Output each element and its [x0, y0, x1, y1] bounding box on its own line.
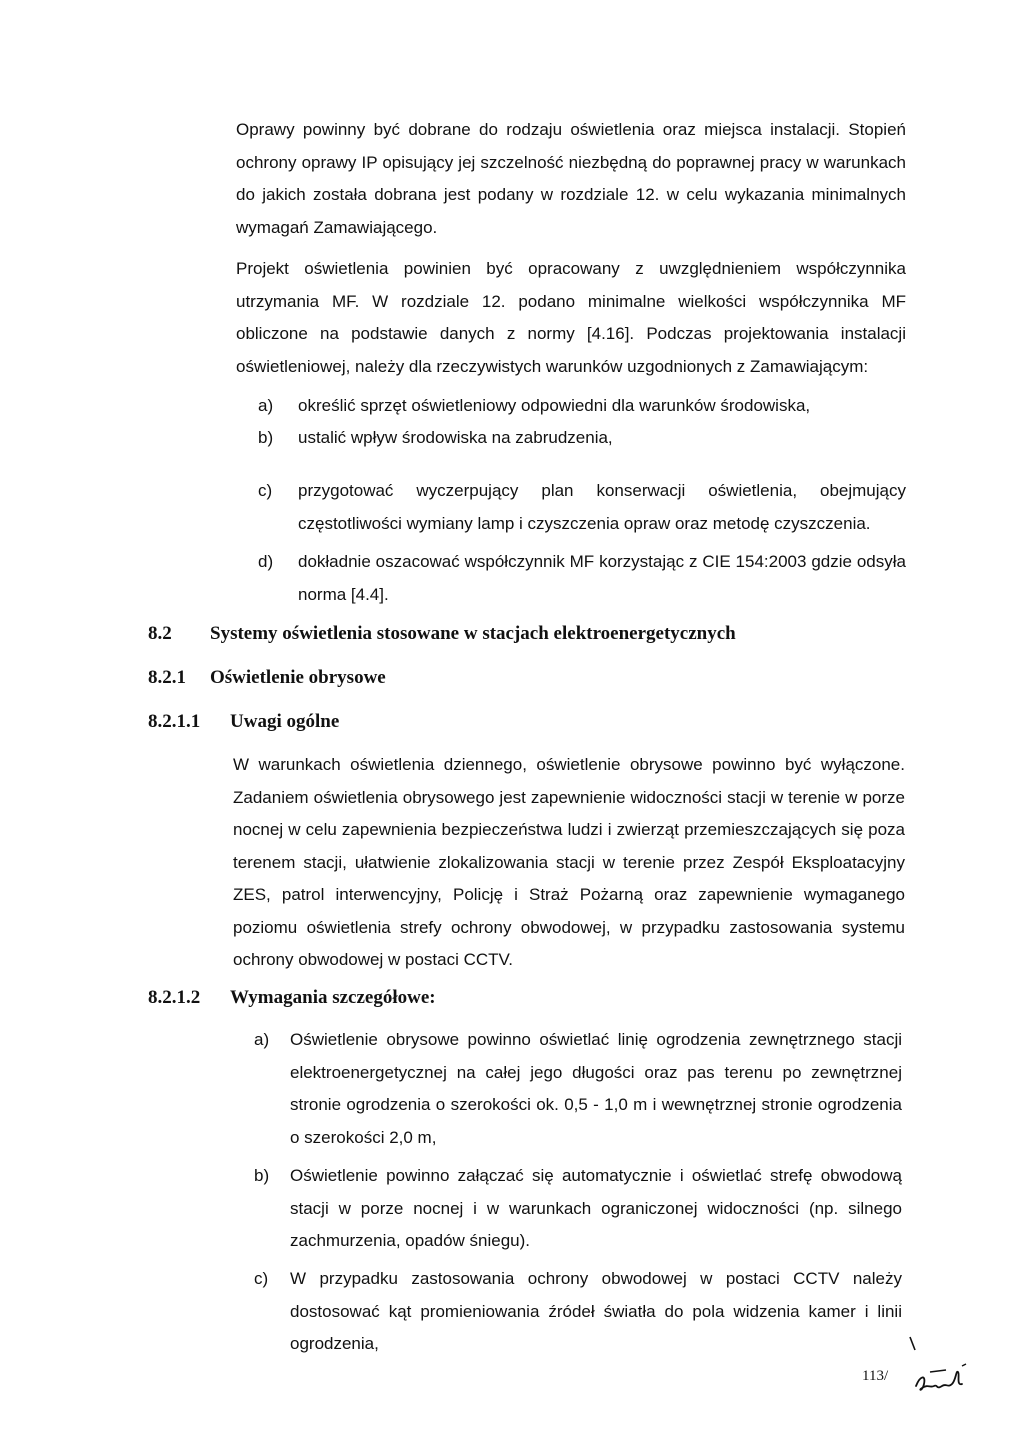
paragraph-luminaires: Oprawy powinny być dobrane do rodzaju oświetlenia oraz miejsca instalacji. Stopień ochrony oprawy IP opisujący jej szczelność niezbędną do poprawnej pracy w warunkach do jakich została dobrana jest podany w rozdziale 12. w celu wykazania minimalnych wymagań Zamawiającego. [236, 120, 906, 237]
list-text: Oświetlenie powinno załączać się automatycznie i oświetlać strefę obwodową stacji w porze nocnej i w warunkach ograniczonej widoczności (np. silnego zachmurzenia, opadów śniegu). [290, 1166, 902, 1250]
paragraph-maintenance-factor: Projekt oświetlenia powinien być opracowany z uwzględnieniem współczynnika utrzymania MF. W rozdziale 12. podano minimalne wielkości współczynnika MF obliczone na podstawie danych z normy [4.16]. Podczas projektowania instalacji oświetleniowej, należy dla rzeczywistych warunków uzgodnionych z Zamawiającym: [236, 259, 906, 376]
section-title: Uwagi ogólne [230, 711, 340, 732]
signature-icon [912, 1358, 970, 1398]
section-number: 8.2.1.2 [148, 987, 201, 1008]
list-item [254, 1160, 902, 1258]
section-title: Oświetlenie obrysowe [210, 667, 386, 688]
list-label: a) [254, 1030, 270, 1049]
list-label: c) [254, 1269, 269, 1288]
list-label: d) [258, 552, 274, 571]
section-title: Systemy oświetlenia stosowane w stacjach elektroenergetycznych [210, 623, 736, 644]
list-text: dokładnie oszacować współczynnik MF korzystając z CIE 154:2003 gdzie odsyła norma [4.4]. [298, 552, 906, 604]
list-label: b) [258, 428, 274, 447]
list-text: ustalić wpływ środowiska na zabrudzenia, [298, 428, 613, 447]
section-title: Wymagania szczegółowe: [230, 987, 436, 1008]
list-item [258, 546, 906, 611]
list-text: W przypadku zastosowania ochrony obwodowej w postaci CCTV należy dostosować kąt promieniowania źródeł światła do pola widzenia kamer i linii ogrodzenia, [290, 1269, 902, 1353]
list-text: Oświetlenie obrysowe powinno oświetlać linię ogrodzenia zewnętrznego stacji elektroenergetycznej na całej jego długości oraz pas terenu po zewnętrznej stronie ogrodzenia o szerokości ok. 0,5 - 1,0 m i wewnętrznej stronie ogrodzenia o szerokości 2,0 m, [290, 1030, 902, 1147]
list-item [258, 390, 906, 423]
list-label: c) [258, 481, 273, 500]
page-number: 113/ [862, 1368, 889, 1384]
handwritten-mark [908, 1336, 918, 1352]
list-item [258, 422, 906, 455]
list-text: przygotować wyczerpujący plan konserwacji oświetlenia, obejmujący częstotliwości wymiany lamp i czyszczenia opraw oraz metodę czyszczenia. [298, 481, 906, 533]
section-number: 8.2.1 [148, 667, 186, 688]
paragraph-general-remarks: W warunkach oświetlenia dziennego, oświetlenie obrysowe powinno być wyłączone. Zadaniem oświetlenia obrysowego jest zapewnienie widoczności stacji w terenie w porze nocnej w celu zapewnienia bezpieczeństwa ludzi i zwierząt przemieszczających się poza terenem stacji, ułatwienie zlokalizowania stacji w terenie przez Zespół Eksploatacyjny ZES, patrol interwencyjny, Policję i Straż Pożarną oraz zapewnienie wymaganego poziomu oświetlenia strefy ochrony obwodowej, w przypadku zastosowania systemu ochrony obwodowej w postaci CCTV. [233, 755, 905, 969]
list-item [258, 475, 906, 540]
section-number: 8.2.1.1 [148, 711, 201, 732]
list-label: b) [254, 1166, 270, 1185]
list-item [254, 1024, 902, 1154]
list-text: określić sprzęt oświetleniowy odpowiedni dla warunków środowiska, [298, 396, 811, 415]
list-label: a) [258, 396, 274, 415]
list-item [254, 1263, 902, 1361]
section-number: 8.2 [148, 623, 172, 644]
